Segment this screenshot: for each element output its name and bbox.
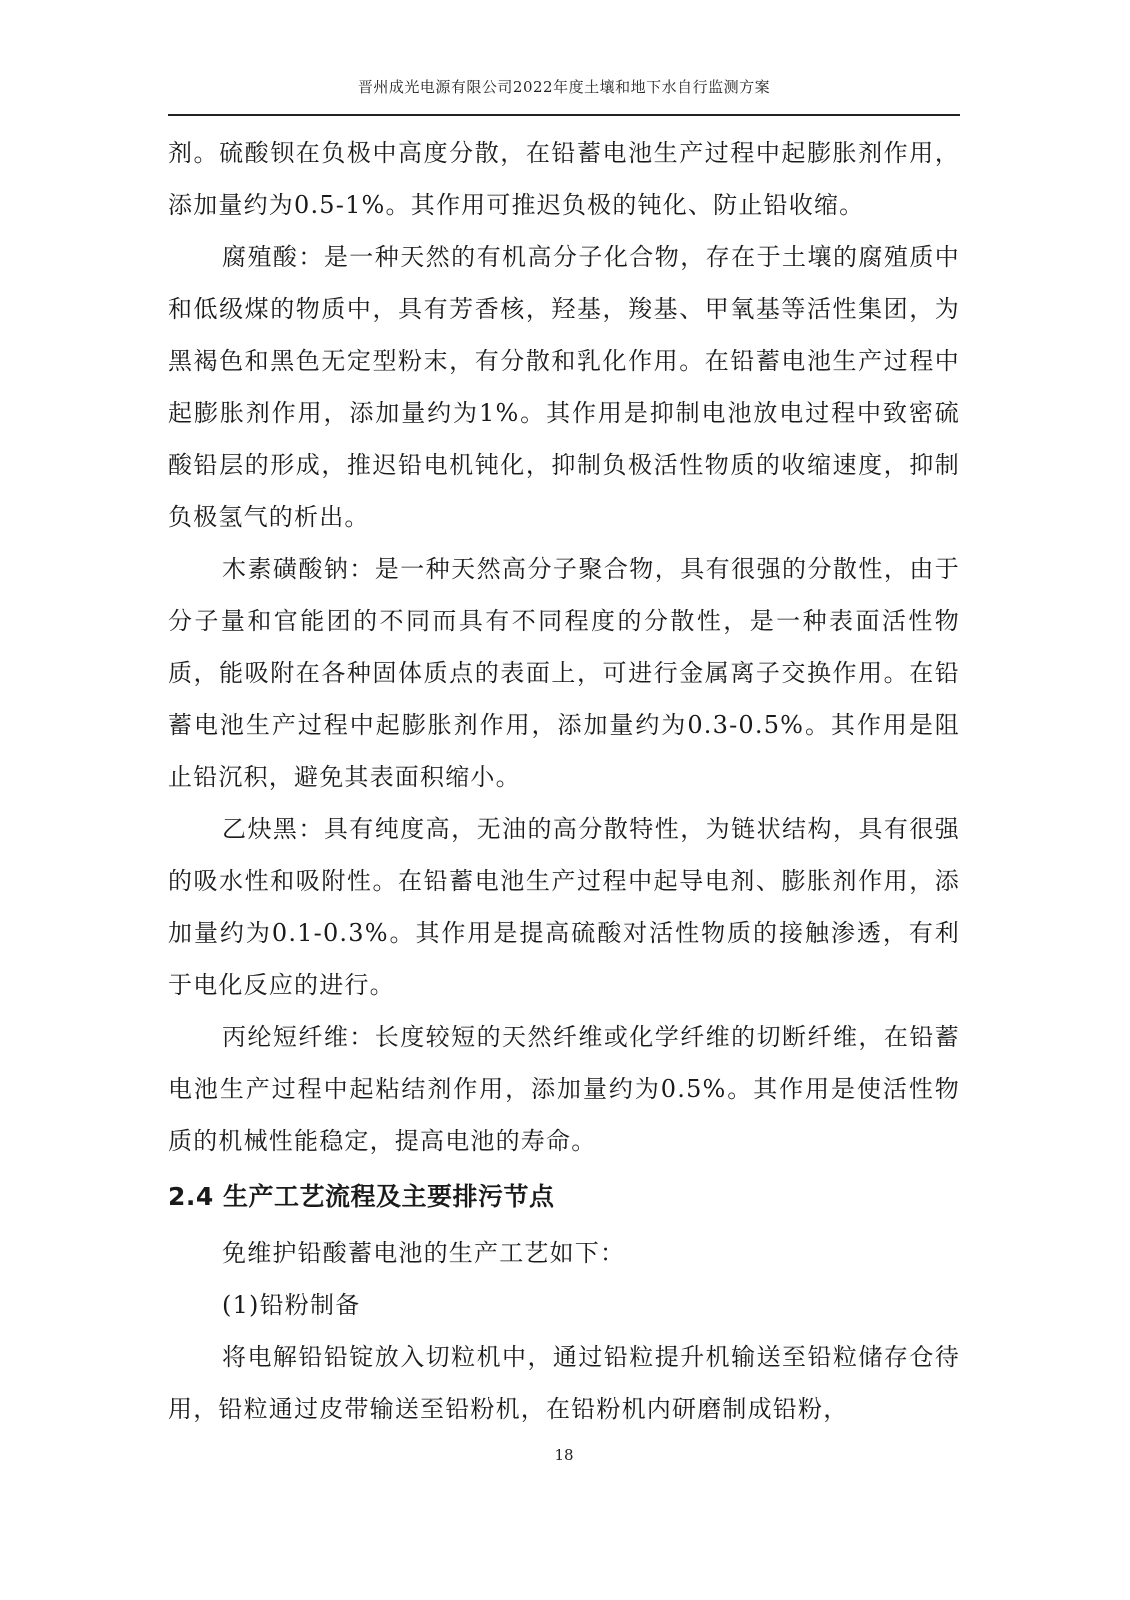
paragraph-polypropylene-fiber: 丙纶短纤维：长度较短的天然纤维或化学纤维的切断纤维，在铅蓄电池生产过程中起粘结剂作用，添加量约为0.5%。其作用是使活性物质的机械性能稳定，提高电池的寿命。: [168, 1023, 960, 1155]
page-header: 晋州成光电源有限公司2022年度土壤和地下水自行监测方案: [357, 78, 771, 96]
document-body: [168, 127, 960, 1435]
page-number: 18: [554, 1446, 574, 1464]
paragraph-sodium-lignosulfonate: 木素磺酸钠：是一种天然高分子聚合物，具有很强的分散性，由于分子量和官能团的不同而具有不同程度的分散性，是一种表面活性物质，能吸附在各种固体质点的表面上，可进行金属离子交换作用。在铅蓄电池生产过程中起膨胀剂作用，添加量约为0.3-0.5%。其作用是阻止铅沉积，避免其表面积缩小。: [168, 555, 960, 791]
paragraph-barium-sulfate: 剂。硫酸钡在负极中高度分散，在铅蓄电池生产过程中起膨胀剂作用，添加量约为0.5-1%。其作用可推迟负极的钝化、防止铅收缩。: [168, 139, 960, 219]
paragraph-process-intro: 免维护铅酸蓄电池的生产工艺如下：: [222, 1239, 626, 1267]
paragraph-acetylene-black: 乙炔黑：具有纯度高，无油的高分散特性，为链状结构，具有很强的吸水性和吸附性。在铅蓄电池生产过程中起导电剂、膨胀剂作用，添加量约为0.1-0.3%。其作用是提高硫酸对活性物质的接触渗透，有利于电化反应的进行。: [168, 815, 960, 999]
header-divider: [168, 114, 960, 116]
paragraph-lead-powder-process: 将电解铅铅锭放入切粒机中，通过铅粒提升机输送至铅粒储存仓待用，铅粒通过皮带输送至铅粉机，在铅粉机内研磨制成铅粉，: [168, 1343, 960, 1423]
subheading-lead-powder: (1)铅粉制备: [222, 1291, 361, 1319]
section-heading: 2.4 生产工艺流程及主要排污节点: [168, 1182, 555, 1211]
paragraph-humic-acid: 腐殖酸：是一种天然的有机高分子化合物，存在于土壤的腐殖质中和低级煤的物质中，具有芳香核，羟基，羧基、甲氧基等活性集团，为黑褐色和黑色无定型粉末，有分散和乳化作用。在铅蓄电池生产过程中起膨胀剂作用，添加量约为1%。其作用是抑制电池放电过程中致密硫酸铅层的形成，推迟铅电机钝化，抑制负极活性物质的收缩速度，抑制负极氢气的析出。: [168, 243, 960, 531]
